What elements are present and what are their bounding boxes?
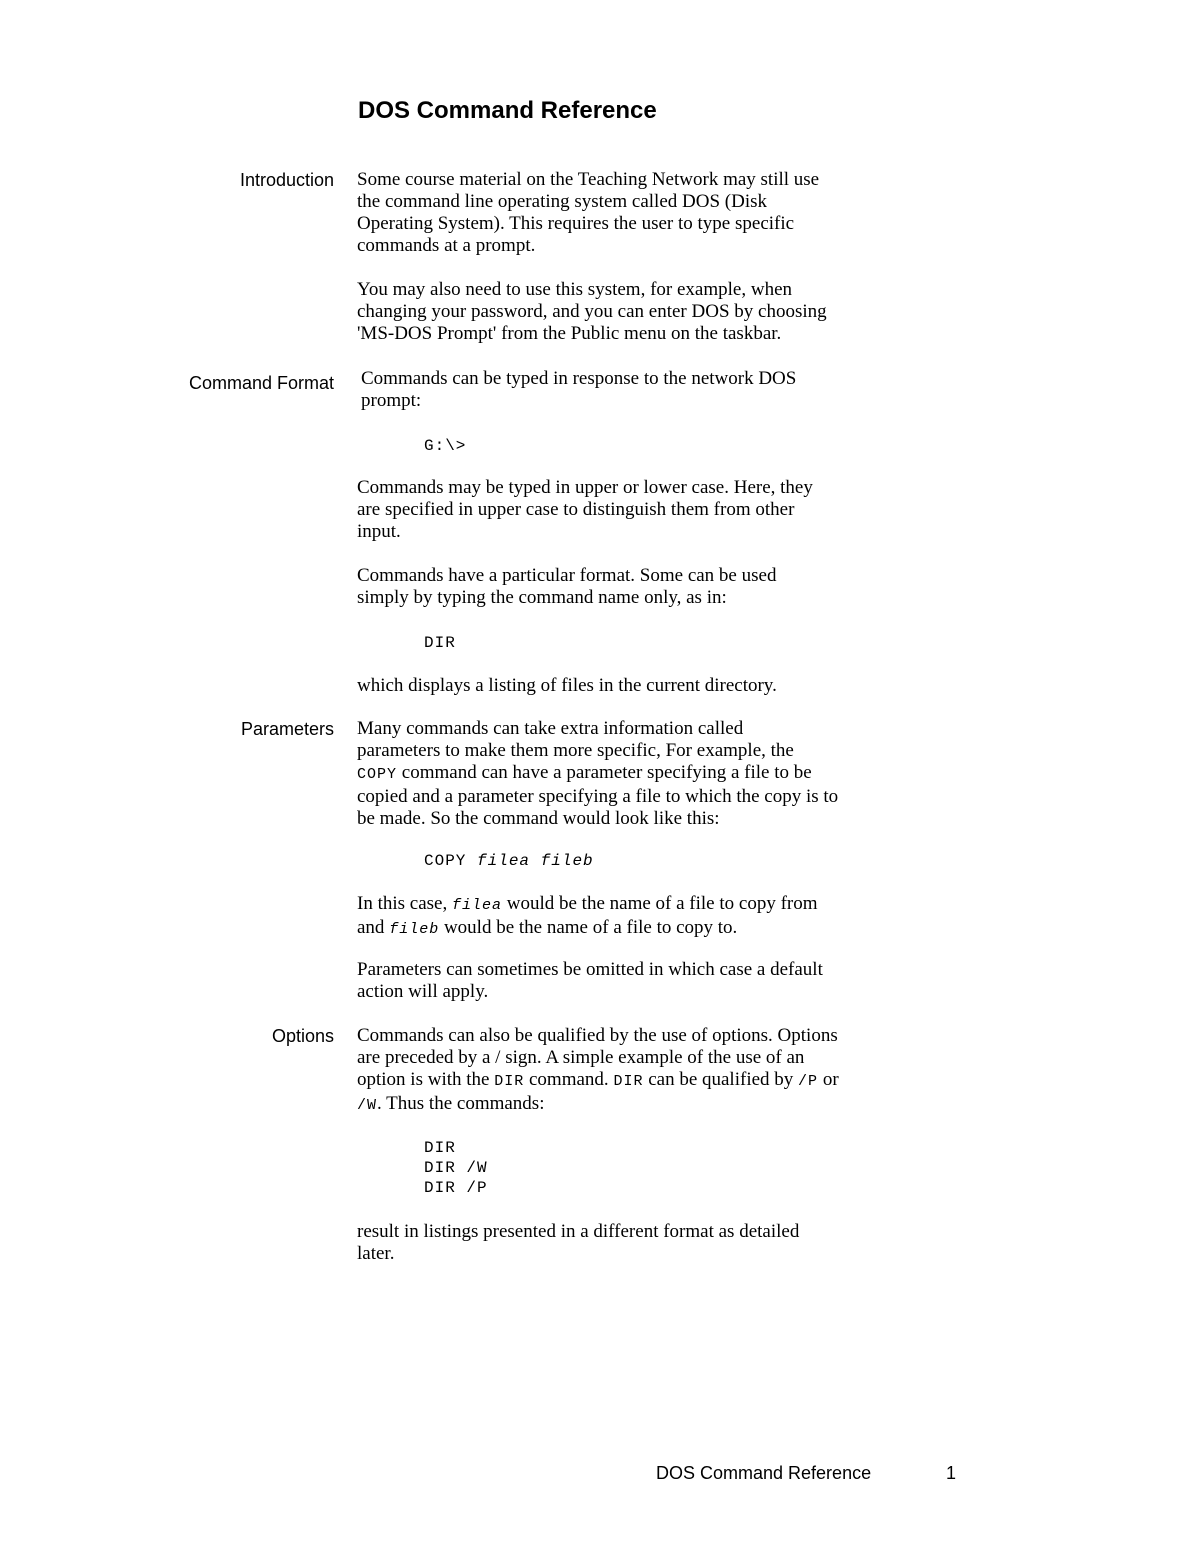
- options-example-line: DIR /W: [424, 1159, 488, 1177]
- inline-option: /P: [798, 1073, 819, 1090]
- section-label-options: Options: [271, 1026, 334, 1046]
- section-label-parameters: Parameters: [240, 719, 334, 739]
- inline-command: DIR: [613, 1073, 644, 1090]
- command-format-paragraph-4: which displays a listing of files in the current directory.: [357, 675, 777, 696]
- intro-paragraph-1: Some course material on the Teaching Network may still use the command line operating system called DOS (Disk Operating System). This requires the user to type specific commands at a prompt.: [357, 169, 820, 256]
- inline-command: COPY: [357, 766, 398, 783]
- footer-title: DOS Command Reference: [656, 1463, 872, 1483]
- intro-paragraph-2: You may also need to use this system, for example, when changing your password, and you can enter DOS by choosing 'MS-DOS Prompt' from the Public menu on the taskbar.: [357, 279, 827, 344]
- options-examples: [424, 1138, 488, 1198]
- dir-example: DIR: [424, 634, 456, 652]
- parameters-paragraph-1: Many commands can take extra information called parameters to make them more specific, For example, the COPY command can have a parameter specifying a file to be copied and a parameter specifying a file to which the copy is to be made. So the command would look like this:: [357, 718, 839, 829]
- command-format-paragraph-2: Commands may be typed in upper or lower case. Here, they are specified in upper case to distinguish them from other input.: [357, 477, 813, 542]
- command-format-paragraph-1: Commands can be typed in response to the network DOS prompt:: [361, 368, 797, 411]
- section-label-command-format: Command Format: [188, 373, 334, 393]
- options-example-line: DIR: [424, 1139, 456, 1157]
- options-paragraph-1: Commands can also be qualified by the use of options. Options are preceded by a / sign. A simple example of the use of an option is with the DIR command. DIR can be qualified by /P or /W. Thus the commands:: [357, 1025, 839, 1114]
- command-format-paragraph-3: Commands have a particular format. Some can be used simply by typing the command name only, as in:: [357, 565, 777, 608]
- inline-arg: filea: [451, 897, 502, 914]
- parameters-paragraph-3: Parameters can sometimes be omitted in which case a default action will apply.: [357, 959, 823, 1002]
- section-label-introduction: Introduction: [239, 170, 334, 190]
- inline-option: /W: [357, 1097, 378, 1114]
- options-paragraph-2: result in listings presented in a different format as detailed later.: [357, 1221, 800, 1264]
- prompt-example: G:\>: [424, 437, 467, 455]
- inline-command: DIR: [494, 1073, 525, 1090]
- document-title: DOS Command Reference: [358, 97, 657, 124]
- parameters-paragraph-2: In this case, filea would be the name of a file to copy from and fileb would be the name of a file to copy to.: [357, 893, 818, 938]
- options-example-line: DIR /P: [424, 1179, 488, 1197]
- copy-example: COPY filea fileb: [424, 852, 594, 870]
- page-number: 1: [946, 1463, 957, 1483]
- inline-arg: fileb: [389, 921, 440, 938]
